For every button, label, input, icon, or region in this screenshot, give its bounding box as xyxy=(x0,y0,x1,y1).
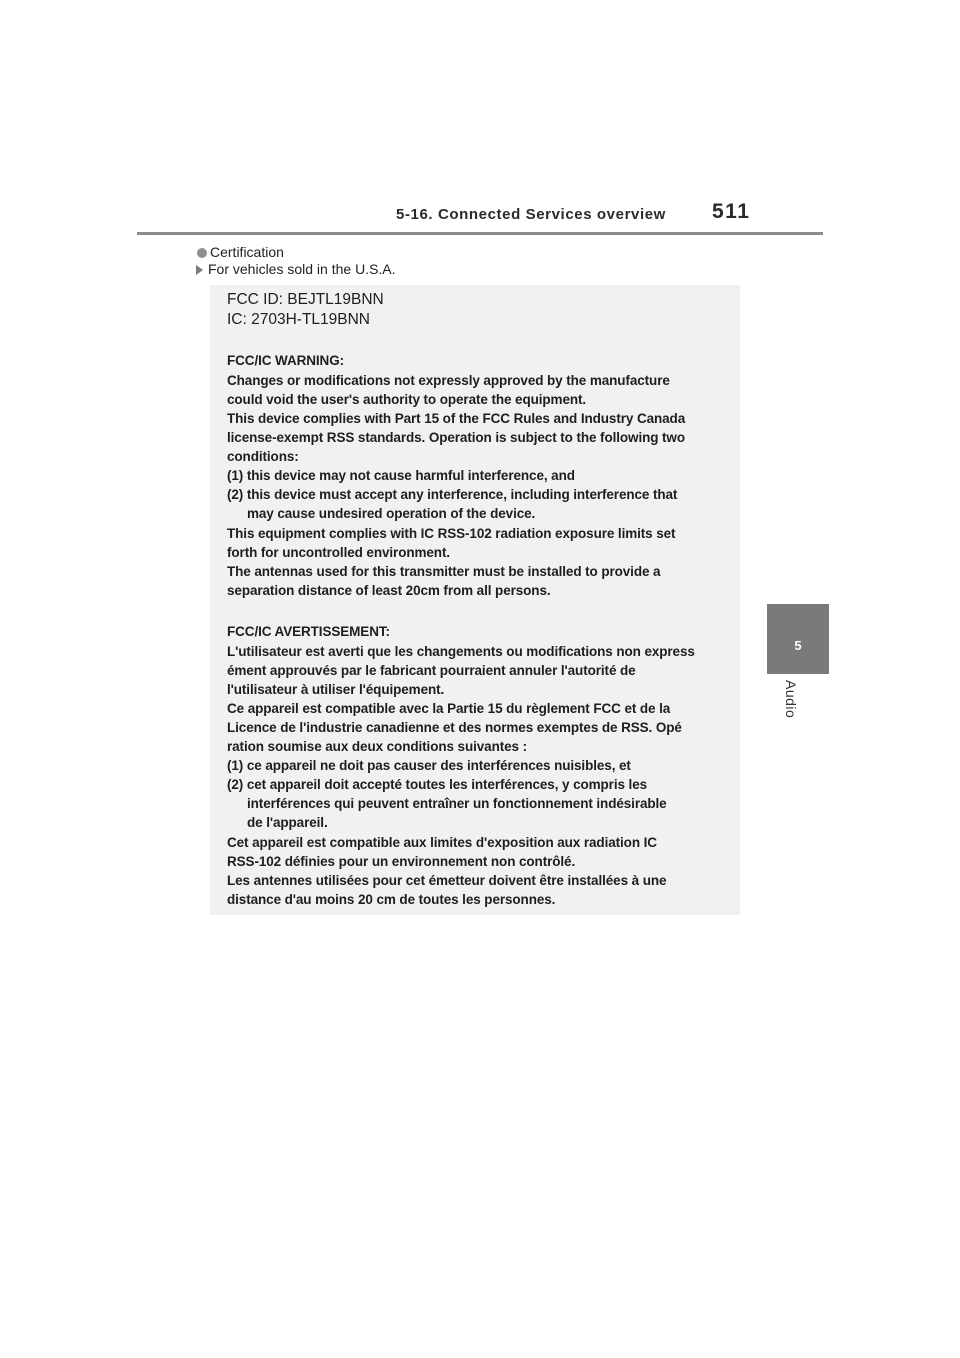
label-line: (2) this device must accept any interference, including interference that xyxy=(227,487,678,502)
label-line: Les antennes utilisées pour cet émetteur doivent être installées à une xyxy=(227,873,667,888)
label-line: separation distance of least 20cm from all persons. xyxy=(227,583,551,598)
label-line: de l'appareil. xyxy=(247,815,328,830)
fcc-label-scan xyxy=(210,285,740,915)
label-line: (1) ce appareil ne doit pas causer des interférences nuisibles, et xyxy=(227,758,631,773)
label-line: This device complies with Part 15 of the FCC Rules and Industry Canada xyxy=(227,411,686,426)
avertissement-heading: FCC/IC AVERTISSEMENT: xyxy=(227,624,390,639)
label-line: ration soumise aux deux conditions suivantes : xyxy=(227,739,527,754)
label-line: license-exempt RSS standards. Operation is subject to the following two xyxy=(227,430,685,445)
label-line: Licence de l'industrie canadienne et des normes exemptes de RSS. Opé xyxy=(227,720,682,735)
label-line: may cause undesired operation of the device. xyxy=(247,506,536,521)
label-line: The antennas used for this transmitter must be installed to provide a xyxy=(227,564,661,579)
label-line: (2) cet appareil doit accepté toutes les interférences, y compris les xyxy=(227,777,648,792)
chapter-tab[interactable] xyxy=(767,604,829,674)
triangle-arrow-icon xyxy=(196,265,203,275)
chapter-tab-number: 5 xyxy=(794,638,802,653)
label-line: Changes or modifications not expressly approved by the manufacture xyxy=(227,373,670,388)
label-line: Cet appareil est compatible aux limites d'exposition aux radiation IC xyxy=(227,835,657,850)
warning-heading: FCC/IC WARNING: xyxy=(227,353,344,368)
region-subheading-text: For vehicles sold in the U.S.A. xyxy=(208,261,396,277)
fcc-id-line: FCC ID: BEJTL19BNN xyxy=(227,291,384,308)
label-line: interférences qui peuvent entraîner un fonctionnement indésirable xyxy=(247,796,667,811)
gray-circle-bullet-icon xyxy=(197,248,207,258)
label-line: l'utilisateur à utiliser l'équipement. xyxy=(227,682,445,697)
section-header-title: 5-16. Connected Services overview xyxy=(396,206,666,223)
label-line: conditions: xyxy=(227,449,299,464)
label-line: forth for uncontrolled environment. xyxy=(227,545,450,560)
region-subheading xyxy=(196,261,396,277)
label-line: (1) this device may not cause harmful interference, and xyxy=(227,468,575,483)
chapter-side-label: Audio xyxy=(783,680,799,719)
ic-id-line: IC: 2703H-TL19BNN xyxy=(227,311,371,328)
label-line: L'utilisateur est averti que les changements ou modifications non express xyxy=(227,644,695,659)
page-number: 511 xyxy=(712,200,751,223)
label-line: This equipment complies with IC RSS-102 radiation exposure limits set xyxy=(227,526,676,541)
label-line: distance d'au moins 20 cm de toutes les personnes. xyxy=(227,892,556,907)
header-divider xyxy=(137,232,823,235)
label-line: ément approuvés par le fabricant pourraient annuler l'autorité de xyxy=(227,663,636,678)
certification-heading: Certification xyxy=(210,244,284,260)
label-line: Ce appareil est compatible avec la Partie 15 du règlement FCC et de la xyxy=(227,701,671,716)
label-line: RSS-102 définies pour un environnement non contrôlé. xyxy=(227,854,576,869)
label-line: could void the user's authority to operate the equipment. xyxy=(227,392,587,407)
certification-bullet xyxy=(197,244,284,260)
